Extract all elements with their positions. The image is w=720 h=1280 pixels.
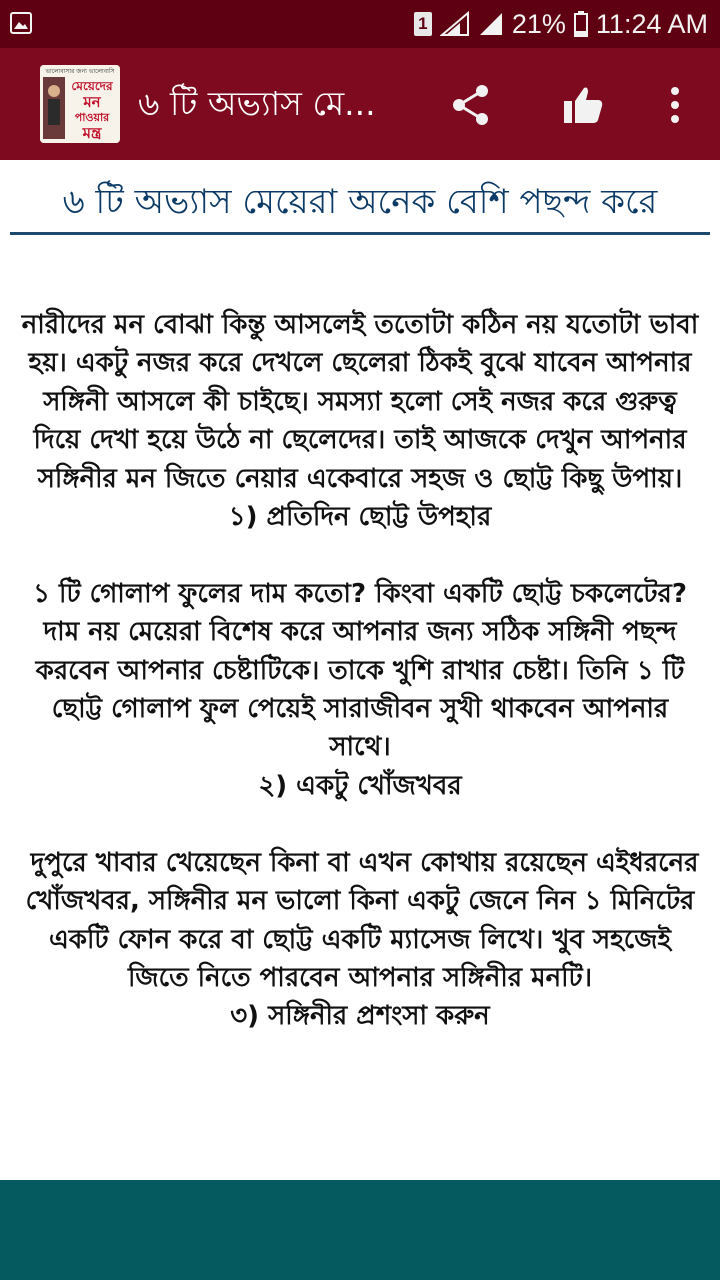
logo-line-2: মন: [83, 93, 101, 111]
toolbar-title: ৬ টি অভ্যাস মে...: [138, 84, 376, 123]
footer-banner: [0, 1180, 720, 1280]
battery-percent: 21%: [511, 8, 566, 39]
battery-icon: [574, 11, 588, 37]
thumbs-up-icon[interactable]: [560, 82, 606, 128]
sim-slot-badge: 1: [414, 12, 432, 36]
signal-strength-icon-2: [478, 11, 504, 37]
more-vert-icon[interactable]: [652, 82, 698, 128]
logo-line-4: মন্ত্র: [82, 124, 102, 142]
article-body: নারীদের মন বোঝা কিন্তু আসলেই ততোটা কঠিন নয় যতোটা ভাবা হয়। একটু নজর করে দেখলে ছেলেরা ঠিকই বুঝে যাবেন আপনার সঙ্গিনী আসলে কী চাইছে। সমস্যা হলো সেই নজর করে গুরুত্ব দিয়ে দেখা হয়ে উঠে না ছেলেদের। তাই আজকে দেখুন আপনার সঙ্গিনীর মন জিতে নেয়ার একেবারে সহজ ও ছোট্ট কিছু উপায়। ১) প্রতিদিন ছোট্ট উপহার ১ টি গোলাপ ফুলের দাম কতো? কিংবা একটি ছোট্ট চকলেটের? দাম নয় মেয়েরা বিশেষ করে আপনার জন্য সঠিক সঙ্গিনী পছন্দ করবেন আপনার চেষ্টাটিকে। তাকে খুশি রাখার চেষ্টা। তিনি ১ টি ছোট্ট গোলাপ ফুল পেয়েই সারাজীবন সুখী থাকবেন আপনার সাথে। ২) একটু খোঁজখবর দুপুরে খাবার খেয়েছেন কিনা বা এখন কোথায় রয়েছেন এইধরনের খোঁজখবর, সঙ্গিনীর মন ভালো কিনা একটু জেনে নিন ১ মিনিটের একটি ফোন করে বা ছোট্ট একটি ম্যাসেজ লিখে। খুব সহজেই জিতে নিতে পারবেন আপনার সঙ্গিনীর মনটি। ৩) সঙ্গিনীর প্রশংসা করুন: [21, 310, 699, 1032]
share-icon[interactable]: [448, 82, 494, 128]
status-bar: [0, 0, 720, 48]
logo-line-3: পাওয়ার: [74, 111, 110, 124]
status-indicators: [414, 0, 708, 48]
app-toolbar: [0, 48, 720, 160]
logo-top-text: ভালোবাসার জন্য ভালোবাসি: [45, 68, 115, 75]
app-logo[interactable]: [40, 65, 120, 143]
app-logo-image: [40, 65, 120, 143]
article-title: ৬ টি অভ্যাস মেয়েরা অনেক বেশি পছন্দ করে: [62, 182, 658, 222]
title-divider: [10, 232, 710, 235]
clock: 11:24 AM: [595, 8, 708, 39]
image-notification-icon: [10, 12, 32, 34]
signal-strength-icon: [440, 11, 470, 37]
logo-line-1: মেয়েদের: [71, 79, 113, 93]
